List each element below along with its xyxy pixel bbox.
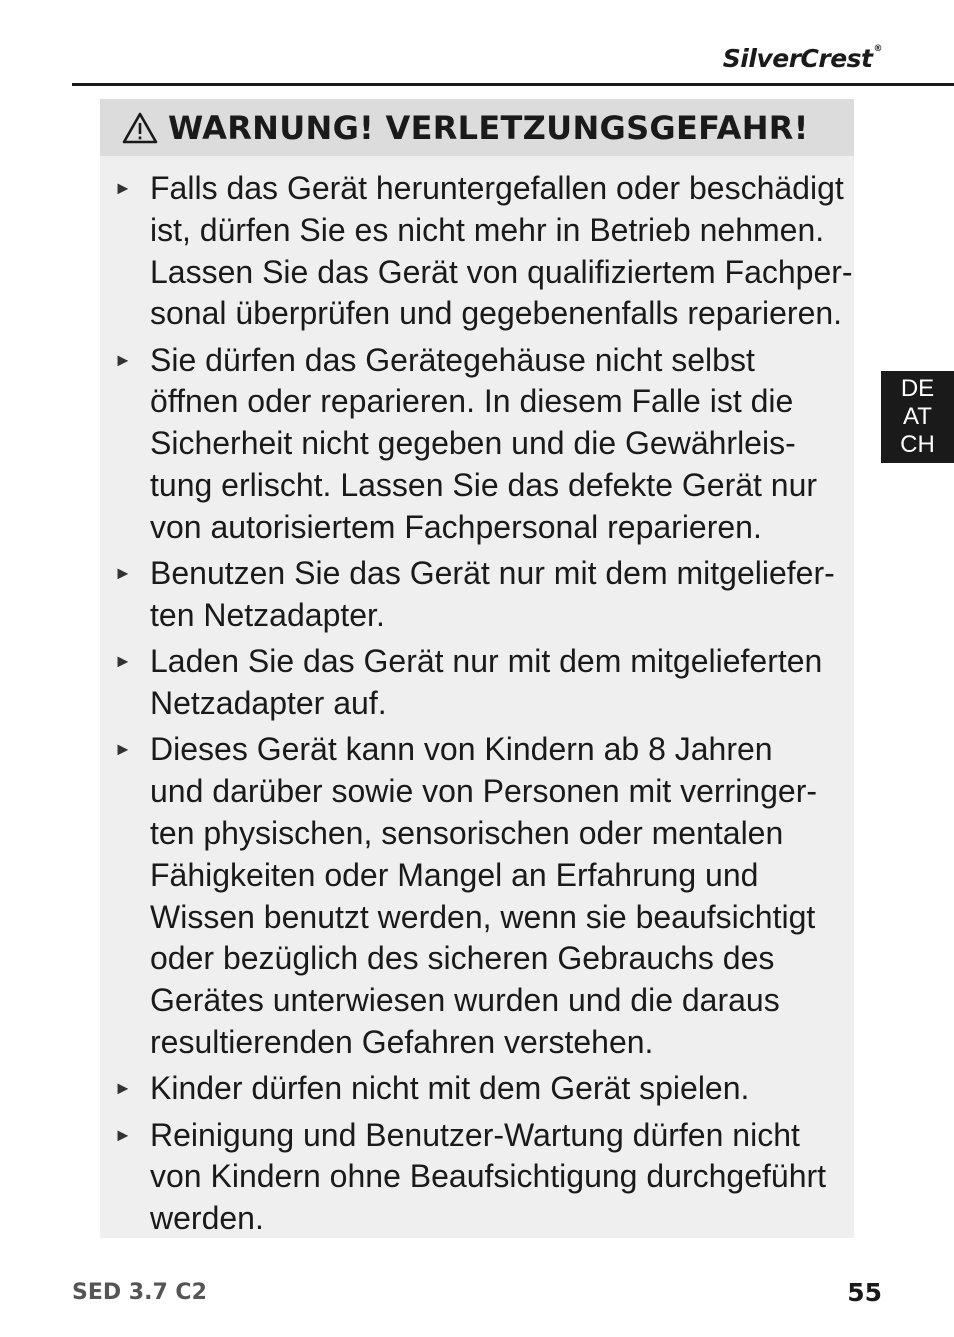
language-tab [881, 371, 954, 463]
warning-item [100, 641, 854, 725]
language-code: CH [900, 431, 935, 458]
warning-item-line: von autorisiertem Fachpersonal reparieren. [150, 508, 762, 545]
warning-item [100, 729, 854, 1063]
bullet-arrow-icon: ► [114, 739, 132, 760]
language-code: AT [903, 403, 932, 430]
warning-item-line: Gerätes unterwiesen wurden und die daraus [150, 982, 780, 1019]
registered-mark: ® [873, 44, 882, 54]
warning-item-line: ist, dürfen Sie es nicht mehr in Betrieb nehmen. [150, 211, 825, 248]
bullet-arrow-icon: ► [114, 651, 132, 672]
warning-item-line: Sie dürfen das Gerätegehäuse nicht selbst [150, 341, 755, 378]
language-code: DE [900, 375, 935, 402]
warning-item-line: Wissen benutzt werden, wenn sie beaufsichtigt [150, 898, 816, 935]
page-number: 55 [847, 1278, 882, 1307]
warning-triangle-icon [122, 112, 158, 144]
warning-item [100, 340, 854, 549]
warning-item-line: Lassen Sie das Gerät von qualifiziertem Fachper- [150, 253, 853, 290]
bullet-arrow-icon: ► [114, 1124, 132, 1145]
warning-item [100, 1068, 854, 1110]
warning-item-line: Sicherheit nicht gegeben und die Gewährleis- [150, 425, 796, 462]
brand-logo [723, 44, 882, 73]
warning-title: WARNUNG! VERLETZUNGSGEFAHR! [168, 108, 809, 147]
warning-item [100, 553, 854, 637]
warning-item-line: resultierenden Gefahren verstehen. [150, 1023, 654, 1060]
warning-item-line: Fähigkeiten oder Mangel an Erfahrung und [150, 856, 759, 893]
warning-item-line: sonal überprüfen und gegebenenfalls reparieren. [150, 295, 843, 332]
warning-box [100, 99, 854, 1238]
brand-name: SilverCrest [722, 44, 873, 73]
warning-item-line: Netzadapter auf. [150, 685, 387, 722]
bullet-arrow-icon: ► [114, 1078, 132, 1099]
warning-item [100, 1115, 854, 1240]
warning-item-line: Dieses Gerät kann von Kindern ab 8 Jahren [150, 731, 773, 768]
warning-item-line: öffnen oder reparieren. In diesem Falle ist die [150, 383, 794, 420]
warning-list [100, 156, 854, 1240]
warning-item-line: werden. [150, 1200, 264, 1237]
warning-item-line: Laden Sie das Gerät nur mit dem mitgelieferten [150, 643, 823, 680]
warning-item-line: Benutzen Sie das Gerät nur mit dem mitgeliefer- [150, 555, 835, 592]
bullet-arrow-icon: ► [114, 349, 132, 370]
warning-item-line: von Kindern ohne Beaufsichtigung durchgeführt [150, 1158, 827, 1195]
warning-item-line: ten physischen, sensorischen oder mentalen [150, 814, 784, 851]
warning-item-line: Kinder dürfen nicht mit dem Gerät spielen. [150, 1070, 750, 1107]
bullet-arrow-icon: ► [114, 563, 132, 584]
warning-item [100, 168, 854, 335]
warning-item-line: Reinigung und Benutzer-Wartung dürfen nicht [150, 1116, 800, 1153]
warning-header [100, 99, 854, 156]
model-number: SED 3.7 C2 [72, 1280, 207, 1305]
warning-item-line: Falls das Gerät heruntergefallen oder beschädigt [150, 170, 844, 206]
warning-item-line: ten Netzadapter. [150, 596, 385, 633]
bullet-arrow-icon: ► [114, 178, 132, 198]
header-rule [72, 83, 954, 86]
warning-item-line: und darüber sowie von Personen mit verringer- [150, 773, 817, 810]
warning-item-line: tung erlischt. Lassen Sie das defekte Gerät nur [150, 467, 818, 504]
warning-item-line: oder bezüglich des sicheren Gebrauchs des [150, 940, 775, 977]
